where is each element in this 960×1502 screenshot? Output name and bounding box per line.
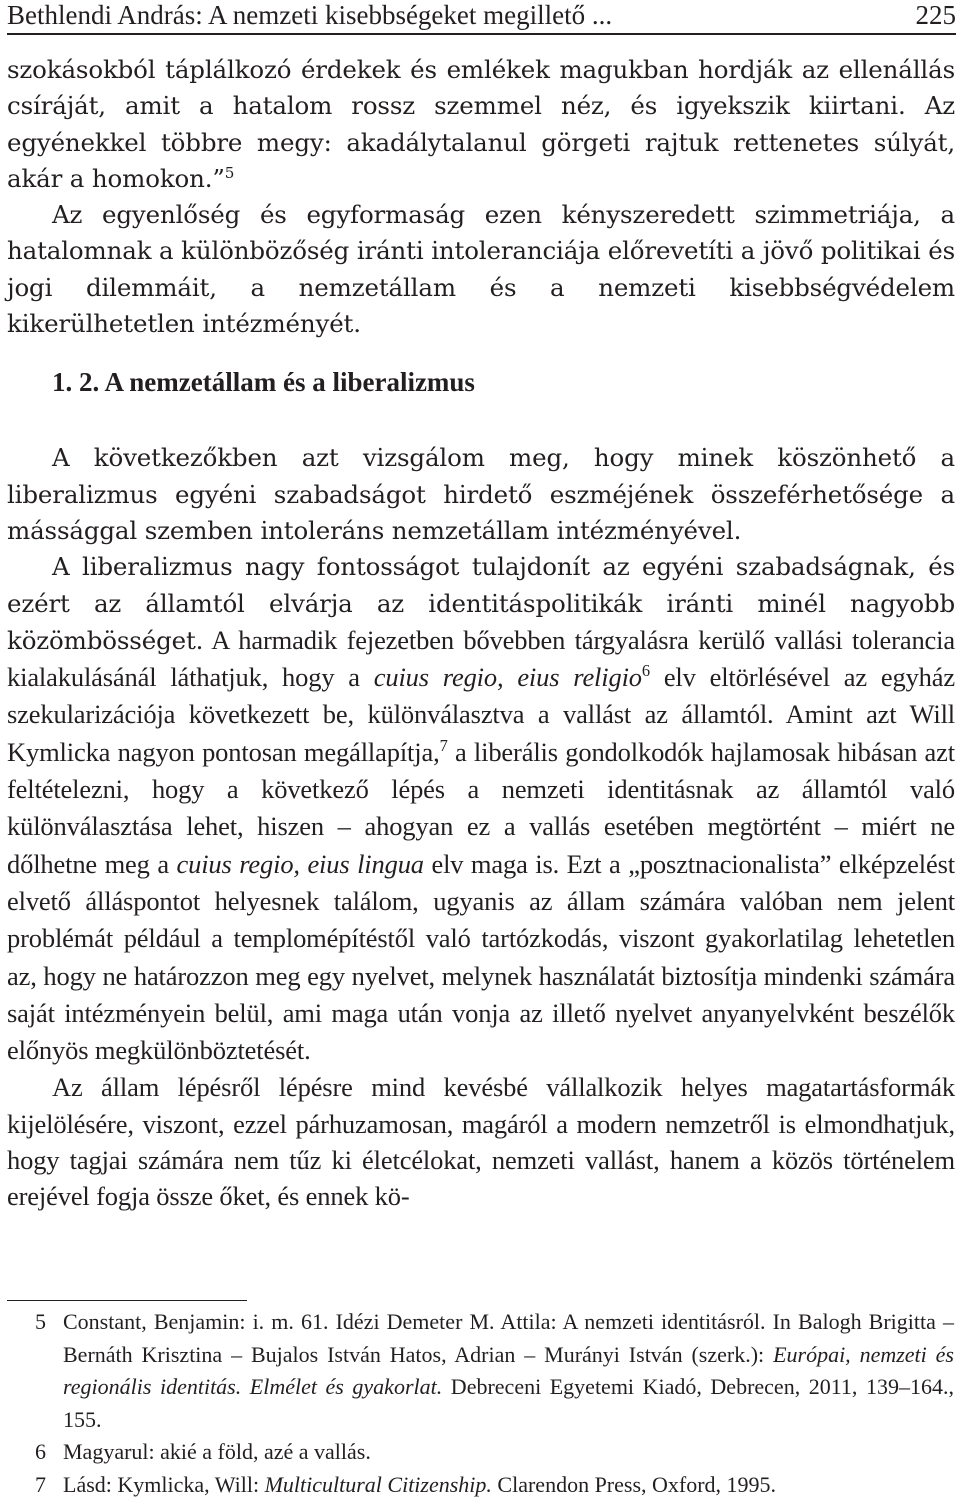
paragraph-4-text-b: A harmadik fejezetben bővebben tárgyalásra kerülő vallási tolerancia kialakulásánál láthatjuk, hogy a <box>7 624 955 693</box>
footnote-ref-7: 7 <box>439 735 448 755</box>
footnote <box>7 1436 954 1469</box>
paragraph-2: Az egyenlőség és egyformaság ezen kényszeredett szimmetriája, a hatalomnak a különbözőség iránti intoleranciája előrevetíti a jövő politikai és jogi dilemmáit, a nemzetállam és a nemzeti kisebbségvédelem kikerülhetetlen intézményét. <box>7 200 955 339</box>
footnote-number: 7 <box>35 1471 46 1497</box>
footnote-text <box>63 1306 954 1436</box>
footnote-ref-5: 5 <box>224 163 235 182</box>
running-header <box>7 0 956 31</box>
paragraph-4-text-c: elv eltörlésével az egyház szekularizációja következett be, különválasztva a vallást az államtól. Amint azt Will Kymlicka nagyon pontosan megállapítja, <box>7 662 956 767</box>
paragraph-4-part-b <box>7 625 955 1065</box>
footnote-number: 5 <box>35 1309 46 1334</box>
latin-phrase-religio: cuius regio, eius religio <box>373 662 642 693</box>
page-number: 225 <box>915 0 956 30</box>
paragraph-4-part-a: A liberalizmus nagy fontosságot tulajdonít az egyéni szabadságnak, és ezért az államtól elvárja az identitáspolitikák iránti minél nagyobb közömbösséget. <box>7 552 955 655</box>
footnote-text <box>63 1436 954 1469</box>
footnotes <box>7 1306 954 1501</box>
running-title: Bethlendi András: A nemzeti kisebbségeket megillető ... <box>7 0 613 30</box>
footnote-text <box>63 1469 954 1502</box>
footnote <box>7 1469 954 1502</box>
paragraph-1 <box>7 52 955 197</box>
paragraph-5: Az állam lépésről lépésre mind kevésbé vállalkozik helyes magatartásformák kijelölésére, viszont, ezzel párhuzamosan, magáról a modern nemzetről is elmondhatjuk, hogy tagjai számára nem tűz ki életcélokat, nemzeti vallást, hanem a közös történelem erejével fogja össze őket, és ennek kö- <box>7 1072 955 1212</box>
paragraph-4-text-d: a liberális gondolkodók hajlamosak hibásan azt feltételezni, hogy a következő lépés a nemzeti identitásnak az államtól való különválasztása lehet, hiszen – ahogyan ez a vallás esetében megtörtént – miért ne dőlhetne meg a <box>7 736 955 879</box>
footnote-ref-6: 6 <box>641 661 650 681</box>
paragraph-3: A következőkben azt vizsgálom meg, hogy minek köszönhető a liberalizmus egyéni szabadságot hirdető eszméjének összeférhetősége a mássággal szemben intoleráns nemzetállam intézményével. <box>7 443 955 545</box>
paragraph-4 <box>7 549 955 1069</box>
section-heading: 1. 2. A nemzetállam és a liberalizmus <box>52 367 475 398</box>
footnote <box>7 1306 954 1436</box>
footnote-text-part: Debreceni Egyetemi Kiadó, Debrecen, 2011, 139–164., 155. <box>63 1374 954 1432</box>
footnote-text-part: Constant, Benjamin: i. m. 61. Idézi Demeter M. Attila: A nemzeti identitásról. In Balogh Brigitta – Bernáth Krisztina – Bujalos István Hatos, Adrian – Murányi István (szerk.): <box>63 1309 954 1367</box>
footnote-text-part: Magyarul: akié a föld, azé a vallás. <box>63 1439 371 1464</box>
footnote-text-part: Lásd: Kymlicka, Will: <box>63 1471 265 1497</box>
footnote-title: Európai, nemzeti és regionális identitás. Elmélet és gyakorlat. <box>63 1341 954 1399</box>
latin-phrase-lingua: cuius regio, eius lingua <box>176 848 424 879</box>
footnote-title: Multicultural Citizenship. <box>264 1471 492 1497</box>
header-rule <box>7 33 956 35</box>
main-text <box>7 52 955 1215</box>
paragraph-1-text: szokásokból táplálkozó érdekek és emlékek magukban hordják az ellenállás csíráját, amit a hatalom rossz szemmel néz, és igyekszik kiirtani. Az egyénekkel többre megy: akadálytalanul görgeti rajtuk rettenetes súlyát, akár a homokon.” <box>7 55 955 193</box>
footnote-separator <box>7 1300 247 1301</box>
footnote-number: 6 <box>35 1439 46 1464</box>
paragraph-4-text-e: elv maga is. Ezt a „posztnacionalista” elképzelést elvető álláspontot helyesnek találom, ugyanis az állam számára valóban nem jelent problémát például a templomépítéstől való tartózkodás, viszont gyakorlatilag lehetetlen az, hogy ne határozzon meg egy nyelvet, melynek használatát biztosítja mindenki számára saját intézményein belül, ami maga után vonja az illető nyelvet anyanyelvként beszélők előnyös megkülönböztetését. <box>7 848 955 1066</box>
footnote-text-part: Clarendon Press, Oxford, 1995. <box>491 1471 777 1497</box>
